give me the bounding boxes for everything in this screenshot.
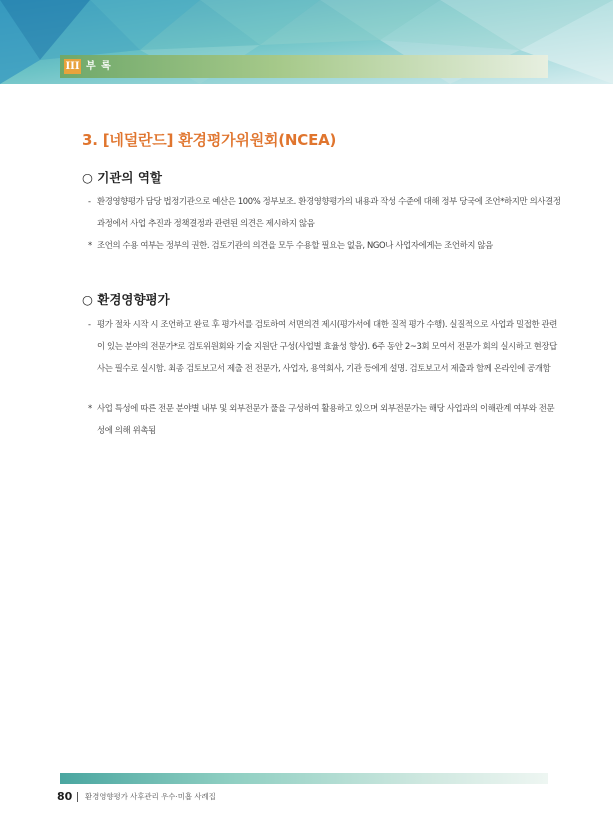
bullet-marker: *: [88, 403, 92, 413]
footer-document-title: 환경영향평가 사후관리 우수·미흡 사례집: [85, 792, 216, 801]
footer-bar: [60, 773, 548, 784]
item-text: 사업 특성에 따른 전문 분야별 내부 및 외부전문가 풀을 구성하여 활용하고 있으며 외부전문가는 해당 사업과의 이해관계 여부와 전문성에 의해 위촉됨: [97, 403, 555, 435]
bullet-marker: -: [88, 319, 91, 329]
item-text: 환경영향평가 담당 법정기관으로 예산은 100% 정부보조. 환경영향평가의 내용과 작성 수준에 대해 정부 당국에 조언*하지만 의사결정 과정에서 사업 추진과 정책결정과 관련된 의견은 제시하지 않음: [97, 196, 561, 228]
chapter-bar: [60, 55, 548, 78]
bullet-marker: *: [88, 240, 92, 250]
list-item: [88, 234, 562, 256]
list-item: [88, 397, 562, 441]
subheading-eia: ○ 환경영향평가: [82, 292, 170, 307]
item-text: 평가 절차 시작 시 조언하고 완료 후 평가서를 검토하여 서면의견 제시(평가서에 대한 질적 평가 수행). 실질적으로 사업과 밀접한 관련이 있는 분야의 전문가*로 검토위원회와 기술 지원단 구성(사업별 효율성 향상). 6주 동안 2~3회 모여서 전문가 회의 실시하고 현장답사는 필수로 실시함. 최종 검토보고서 제출 전 전문가, 사업자, 용역회사, 기관 등에게 설명. 검토보고서 제출과 함께 온라인에 공개함: [97, 319, 557, 373]
chapter-label: 부 록: [86, 61, 112, 72]
footer-separator: [77, 792, 78, 802]
section-title: 3. [네덜란드] 환경평가위원회(NCEA): [82, 131, 337, 149]
subheading-role: ○ 기관의 역할: [82, 170, 162, 185]
list-item: [88, 313, 562, 379]
bullet-marker: -: [88, 196, 91, 206]
page-number: 80: [57, 790, 73, 803]
item-text: 조언의 수용 여부는 정부의 권한. 검토기관의 의견을 모두 수용할 필요는 없음, NGO나 사업자에게는 조언하지 않음: [97, 240, 493, 250]
chapter-badge: III: [65, 61, 80, 72]
list-item: [88, 190, 562, 234]
